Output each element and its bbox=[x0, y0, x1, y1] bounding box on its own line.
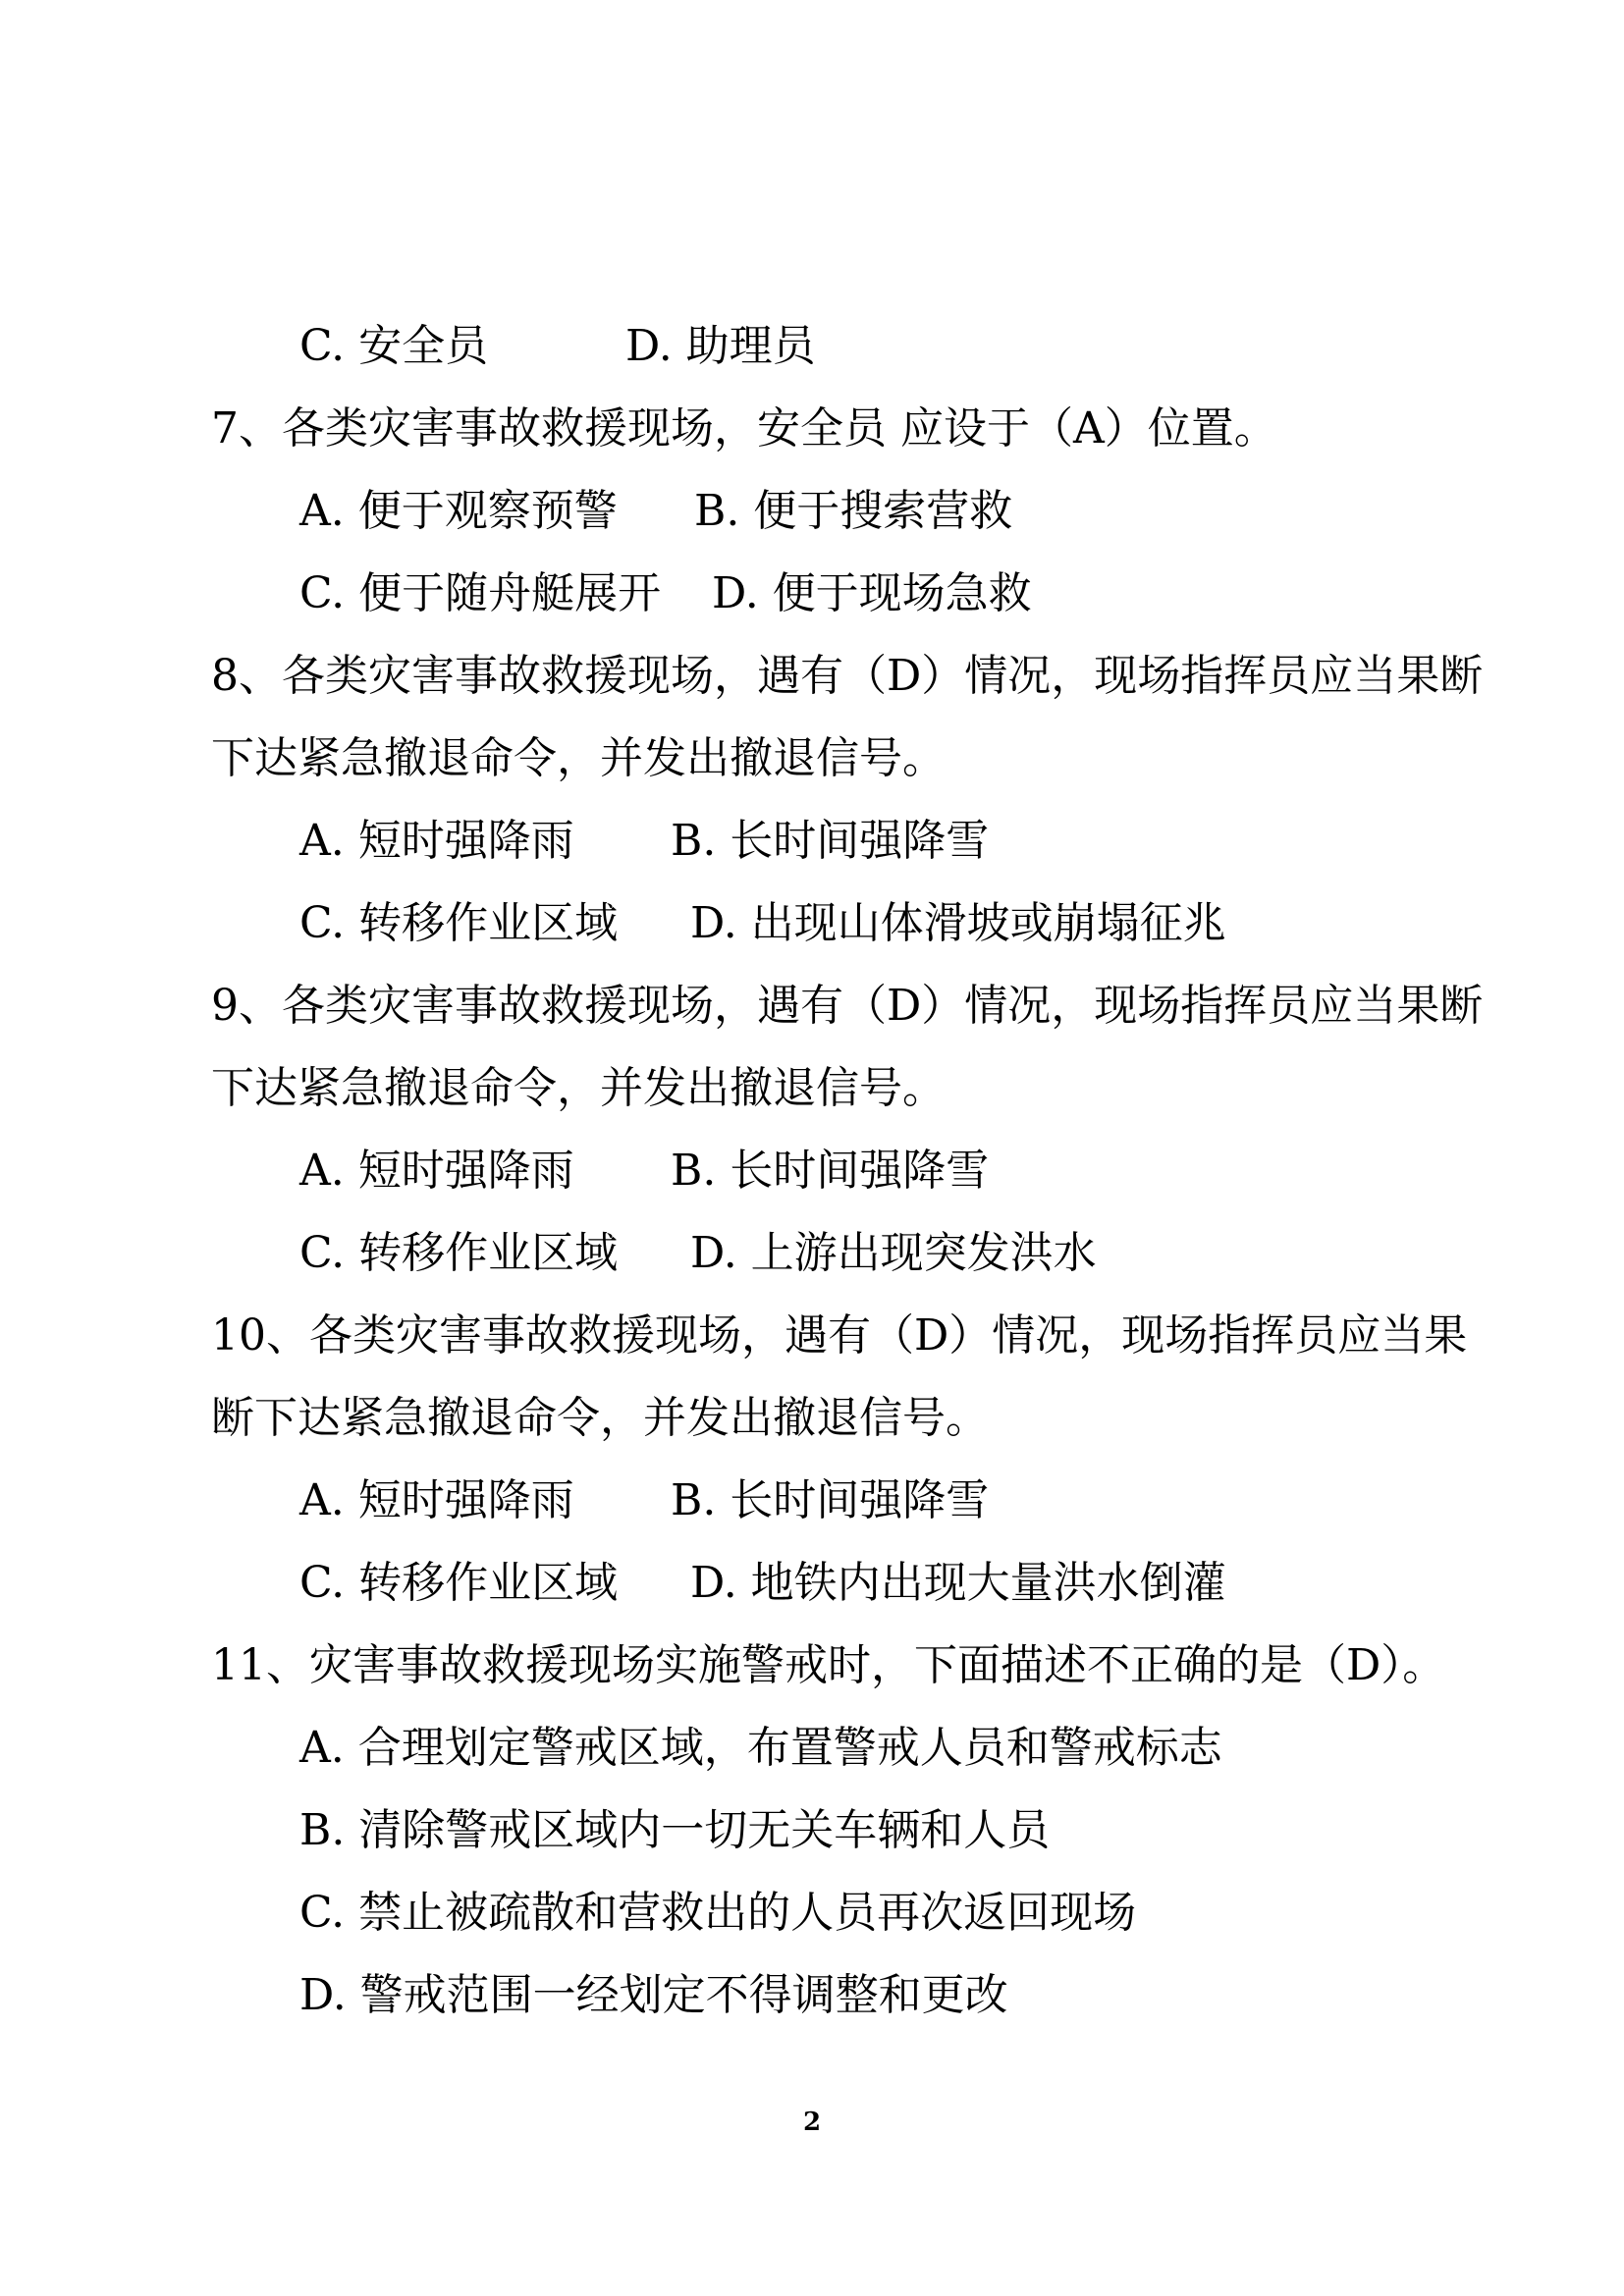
question-7-option-a: A. 便于观察预警 bbox=[299, 486, 618, 536]
question-11-option-b: B. 清除警戒区域内一切无关车辆和人员 bbox=[299, 1805, 1051, 1855]
question-8-line-1: 8、各类灾害事故救援现场，遇有（D）情况，现场指挥员应当果断 bbox=[211, 651, 1484, 701]
question-10-option-d: D. 地铁内出现大量洪水倒灌 bbox=[690, 1558, 1226, 1608]
question-8-option-b: B. 长时间强降雪 bbox=[671, 816, 990, 866]
question-10-line-2: 断下达紧急撤退命令，并发出撤退信号。 bbox=[211, 1393, 989, 1443]
question-7-option-d: D. 便于现场急救 bbox=[712, 568, 1032, 618]
question-11-option-d: D. 警戒范围一经划定不得调整和更改 bbox=[299, 1970, 1008, 2020]
question-10-option-a: A. 短时强降雨 bbox=[299, 1475, 574, 1525]
question-9-line-1: 9、各类灾害事故救援现场，遇有（D）情况，现场指挥员应当果断 bbox=[211, 981, 1484, 1031]
question-10-option-c: C. 转移作业区域 bbox=[299, 1558, 619, 1608]
question-10-line-1: 10、各类灾害事故救援现场，遇有（D）情况，现场指挥员应当果 bbox=[211, 1310, 1468, 1361]
question-9-option-b: B. 长时间强降雪 bbox=[671, 1146, 990, 1196]
question-9-option-a: A. 短时强降雨 bbox=[299, 1146, 574, 1196]
question-11-option-c: C. 禁止被疏散和营救出的人员再次返回现场 bbox=[299, 1888, 1137, 1938]
question-8-line-2: 下达紧急撤退命令，并发出撤退信号。 bbox=[211, 733, 946, 783]
question-7-option-c: C. 便于随舟艇展开 bbox=[299, 568, 662, 618]
question-11-option-a: A. 合理划定警戒区域，布置警戒人员和警戒标志 bbox=[299, 1723, 1222, 1773]
question-8-option-a: A. 短时强降雨 bbox=[299, 816, 574, 866]
question-7-option-b: B. 便于搜索营救 bbox=[694, 486, 1013, 536]
option-c-prev: C. 安全员 bbox=[299, 321, 489, 371]
question-11: 11、灾害事故救援现场实施警戒时，下面描述不正确的是（D）。 bbox=[211, 1640, 1446, 1690]
question-9-option-c: C. 转移作业区域 bbox=[299, 1228, 619, 1278]
question-8-option-c: C. 转移作业区域 bbox=[299, 898, 619, 948]
question-7: 7、各类灾害事故救援现场，安全员 应设于（A）位置。 bbox=[211, 403, 1277, 454]
question-8-option-d: D. 出现山体滑坡或崩塌征兆 bbox=[690, 898, 1226, 948]
question-9-line-2: 下达紧急撤退命令，并发出撤退信号。 bbox=[211, 1063, 946, 1113]
question-9-option-d: D. 上游出现突发洪水 bbox=[690, 1228, 1097, 1278]
option-d-prev: D. 助理员 bbox=[625, 321, 816, 371]
page-number: 2 bbox=[802, 2108, 822, 2137]
question-10-option-b: B. 长时间强降雪 bbox=[671, 1475, 990, 1525]
